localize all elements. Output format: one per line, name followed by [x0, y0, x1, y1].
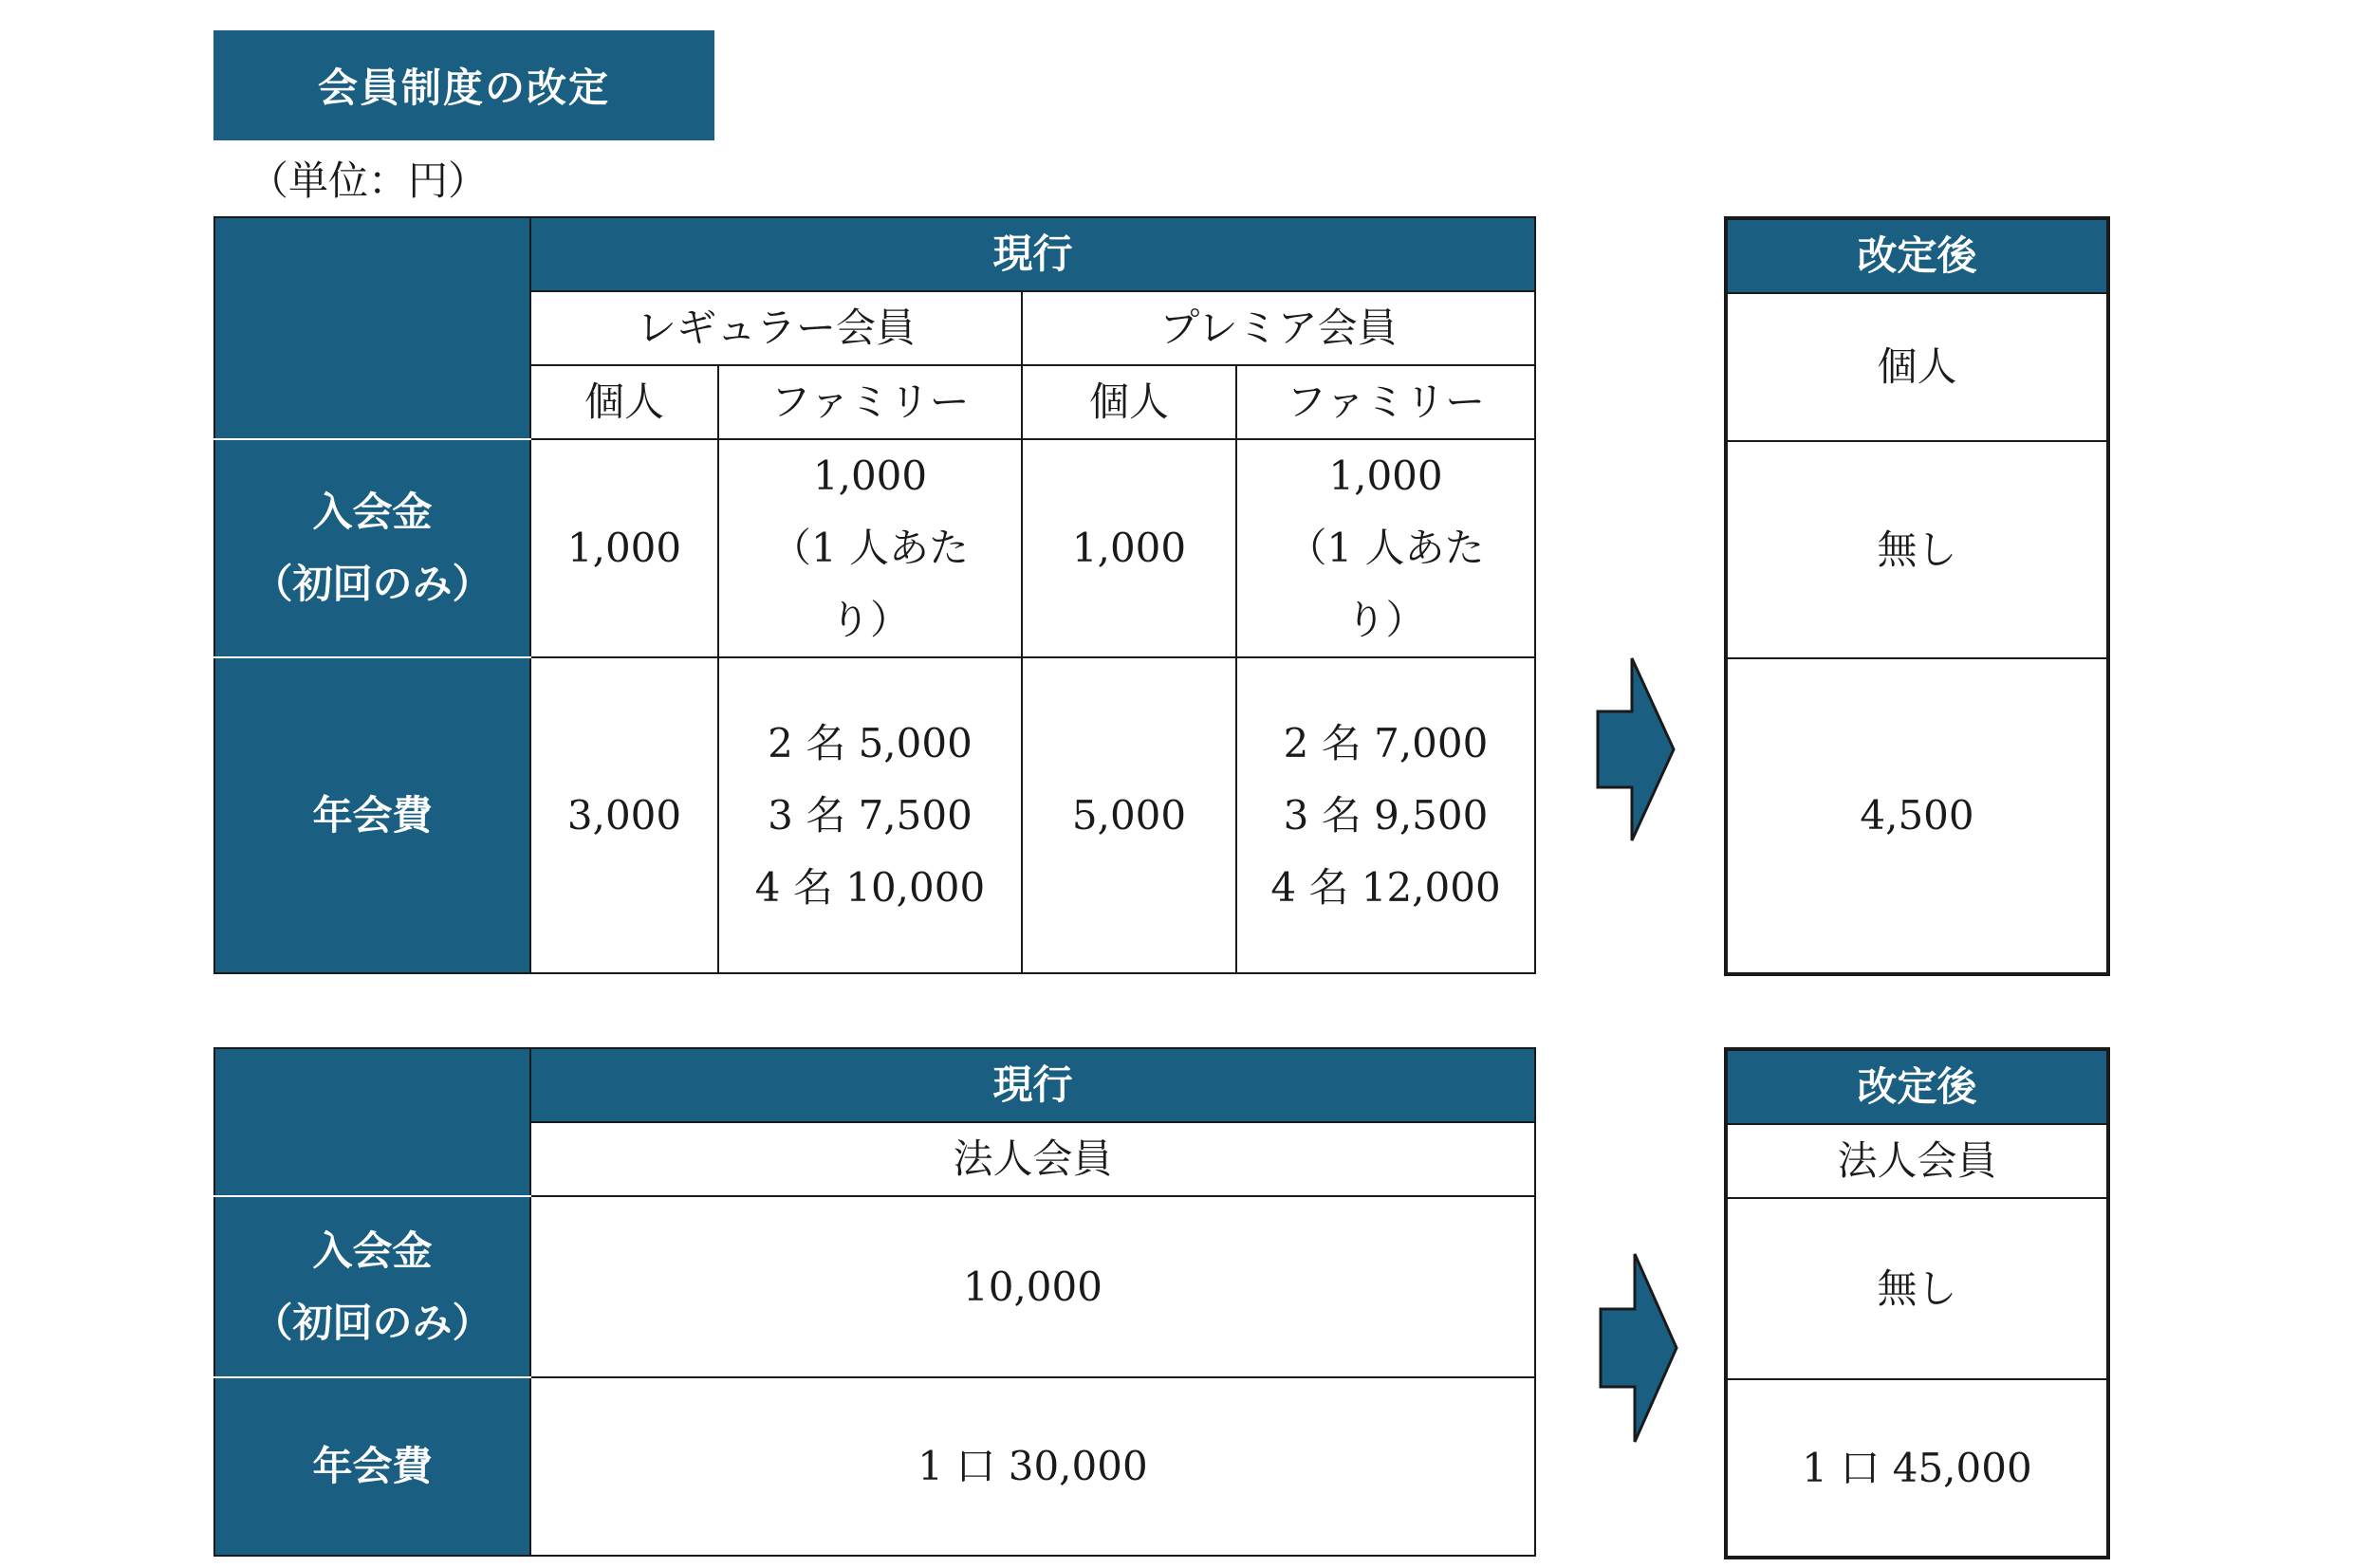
- header-corner: [214, 217, 530, 439]
- revised-admission-corporate: 無し: [1726, 1198, 2108, 1379]
- row-label-admission-corporate: 入会金 （初回のみ）: [214, 1196, 530, 1377]
- cell-annual-premium-individual: 5,000: [1022, 657, 1236, 973]
- revised-corporate-table: [1724, 1047, 2110, 1559]
- page-title: 会員制度の改定: [213, 30, 714, 140]
- cell-annual-premium-family: 2 名 7,000 3 名 9,500 4 名 12,000: [1236, 657, 1535, 973]
- header-revised-corporate: 改定後: [1726, 1049, 2108, 1124]
- cell-admission-regular-family: 1,000 （1 人あた り）: [718, 439, 1022, 657]
- sub-premium-family: ファミリー: [1236, 365, 1535, 439]
- revised-type-individual: 個人: [1726, 293, 2108, 441]
- cell-annual-regular-individual: 3,000: [530, 657, 718, 973]
- revised-type-corporate: 法人会員: [1726, 1124, 2108, 1198]
- current-fee-table: [213, 216, 1536, 974]
- revised-annual-corporate: 1 口 45,000: [1726, 1379, 2108, 1558]
- sub-premium-individual: 個人: [1022, 365, 1236, 439]
- revised-fee-table-individual: [1724, 216, 2110, 976]
- cell-admission-regular-individual: 1,000: [530, 439, 718, 657]
- group-corporate: 法人会員: [530, 1122, 1535, 1196]
- revised-admission-individual: 無し: [1726, 441, 2108, 658]
- cell-annual-corporate: 1 口 30,000: [530, 1377, 1535, 1556]
- cell-admission-corporate: 10,000: [530, 1196, 1535, 1377]
- header-revised: 改定後: [1726, 218, 2108, 293]
- header-corner-corporate: [214, 1048, 530, 1196]
- revised-annual-individual: 4,500: [1726, 658, 2108, 974]
- right-arrow-icon: [1594, 655, 1679, 844]
- header-current-corporate: 現行: [530, 1048, 1535, 1122]
- group-regular: レギュラー会員: [530, 291, 1022, 365]
- cell-admission-premium-family: 1,000 （1 人あた り）: [1236, 439, 1535, 657]
- right-arrow-icon: [1597, 1250, 1682, 1446]
- row-label-annual-corporate: 年会費: [214, 1377, 530, 1556]
- unit-note: （単位：円）: [249, 157, 489, 204]
- row-label-annual: 年会費: [214, 657, 530, 973]
- cell-admission-premium-individual: 1,000: [1022, 439, 1236, 657]
- sub-regular-family: ファミリー: [718, 365, 1022, 439]
- current-corporate-table: [213, 1047, 1536, 1557]
- row-label-admission: 入会金 （初回のみ）: [214, 439, 530, 657]
- header-current: 現行: [530, 217, 1535, 291]
- sub-regular-individual: 個人: [530, 365, 718, 439]
- group-premium: プレミア会員: [1022, 291, 1535, 365]
- cell-annual-regular-family: 2 名 5,000 3 名 7,500 4 名 10,000: [718, 657, 1022, 973]
